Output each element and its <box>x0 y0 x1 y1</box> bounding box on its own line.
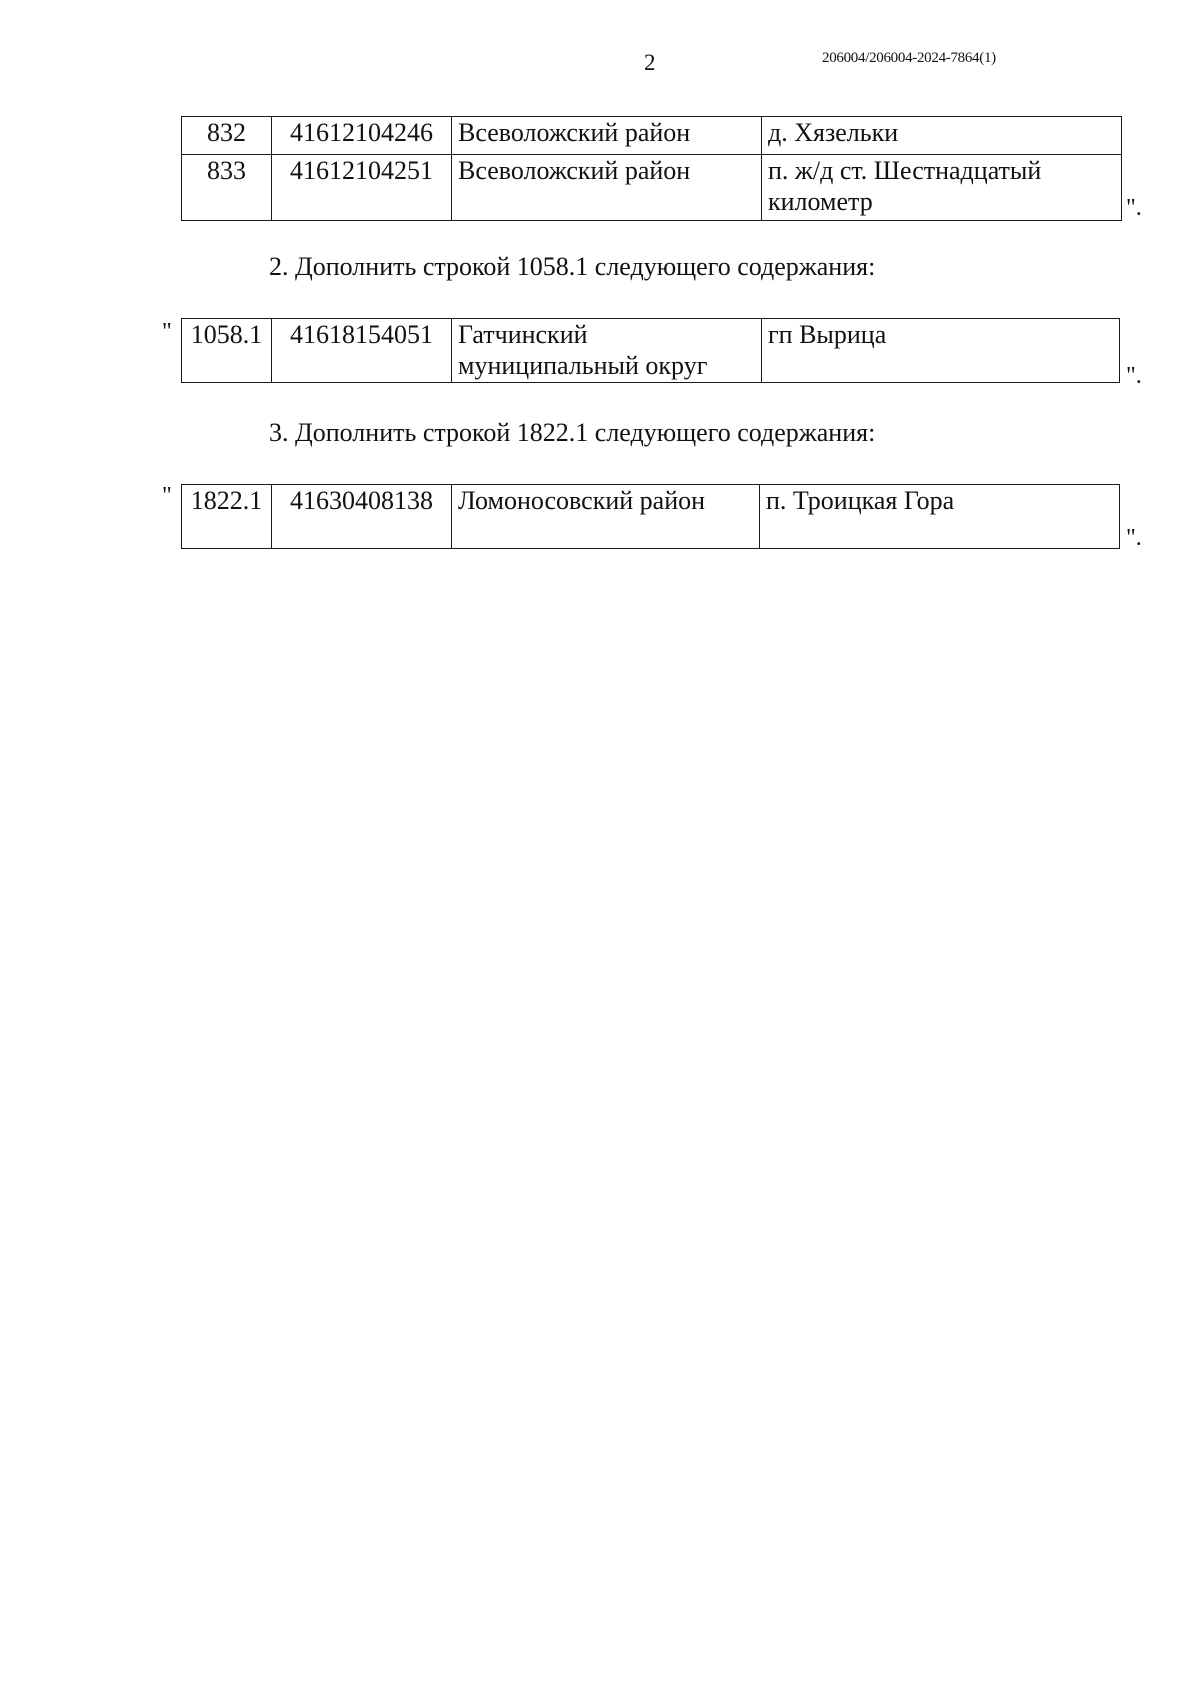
row-number: 1822.1 <box>182 485 272 549</box>
page-number: 2 <box>644 50 656 75</box>
oktmo-code: 41618154051 <box>272 319 452 383</box>
district-name: Ломоносовский район <box>452 485 760 549</box>
closing-quote: ". <box>1126 195 1142 221</box>
closing-quote: ". <box>1126 363 1142 389</box>
settlements-table-continued <box>181 116 1122 221</box>
document-id: 206004/206004-2024-7864(1) <box>822 50 996 66</box>
row-number: 833 <box>182 155 272 221</box>
oktmo-code: 41612104251 <box>272 155 452 221</box>
amendment-paragraph-3: 3. Дополнить строкой 1822.1 следующего содержания: <box>269 418 876 447</box>
locality-name: д. Хязельки <box>762 117 1122 155</box>
locality-name: гп Вырица <box>762 319 1120 383</box>
settlements-table-row-1058-1 <box>181 318 1120 383</box>
oktmo-code: 41612104246 <box>272 117 452 155</box>
opening-quote: " <box>162 319 172 345</box>
amendment-paragraph-2: 2. Дополнить строкой 1058.1 следующего содержания: <box>269 252 876 281</box>
table-row <box>182 155 1122 221</box>
table-row <box>182 485 1120 549</box>
row-number: 832 <box>182 117 272 155</box>
table-row <box>182 117 1122 155</box>
district-name: Гатчинский муниципальный округ <box>452 319 762 383</box>
locality-name: п. ж/д ст. Шестнадцатый километр <box>762 155 1122 221</box>
table-row <box>182 319 1120 383</box>
opening-quote: " <box>162 483 172 509</box>
district-name: Всеволожский район <box>452 155 762 221</box>
district-name: Всеволожский район <box>452 117 762 155</box>
closing-quote: ". <box>1126 525 1142 551</box>
settlements-table-row-1822-1 <box>181 484 1120 549</box>
locality-name: п. Троицкая Гора <box>760 485 1120 549</box>
oktmo-code: 41630408138 <box>272 485 452 549</box>
row-number: 1058.1 <box>182 319 272 383</box>
